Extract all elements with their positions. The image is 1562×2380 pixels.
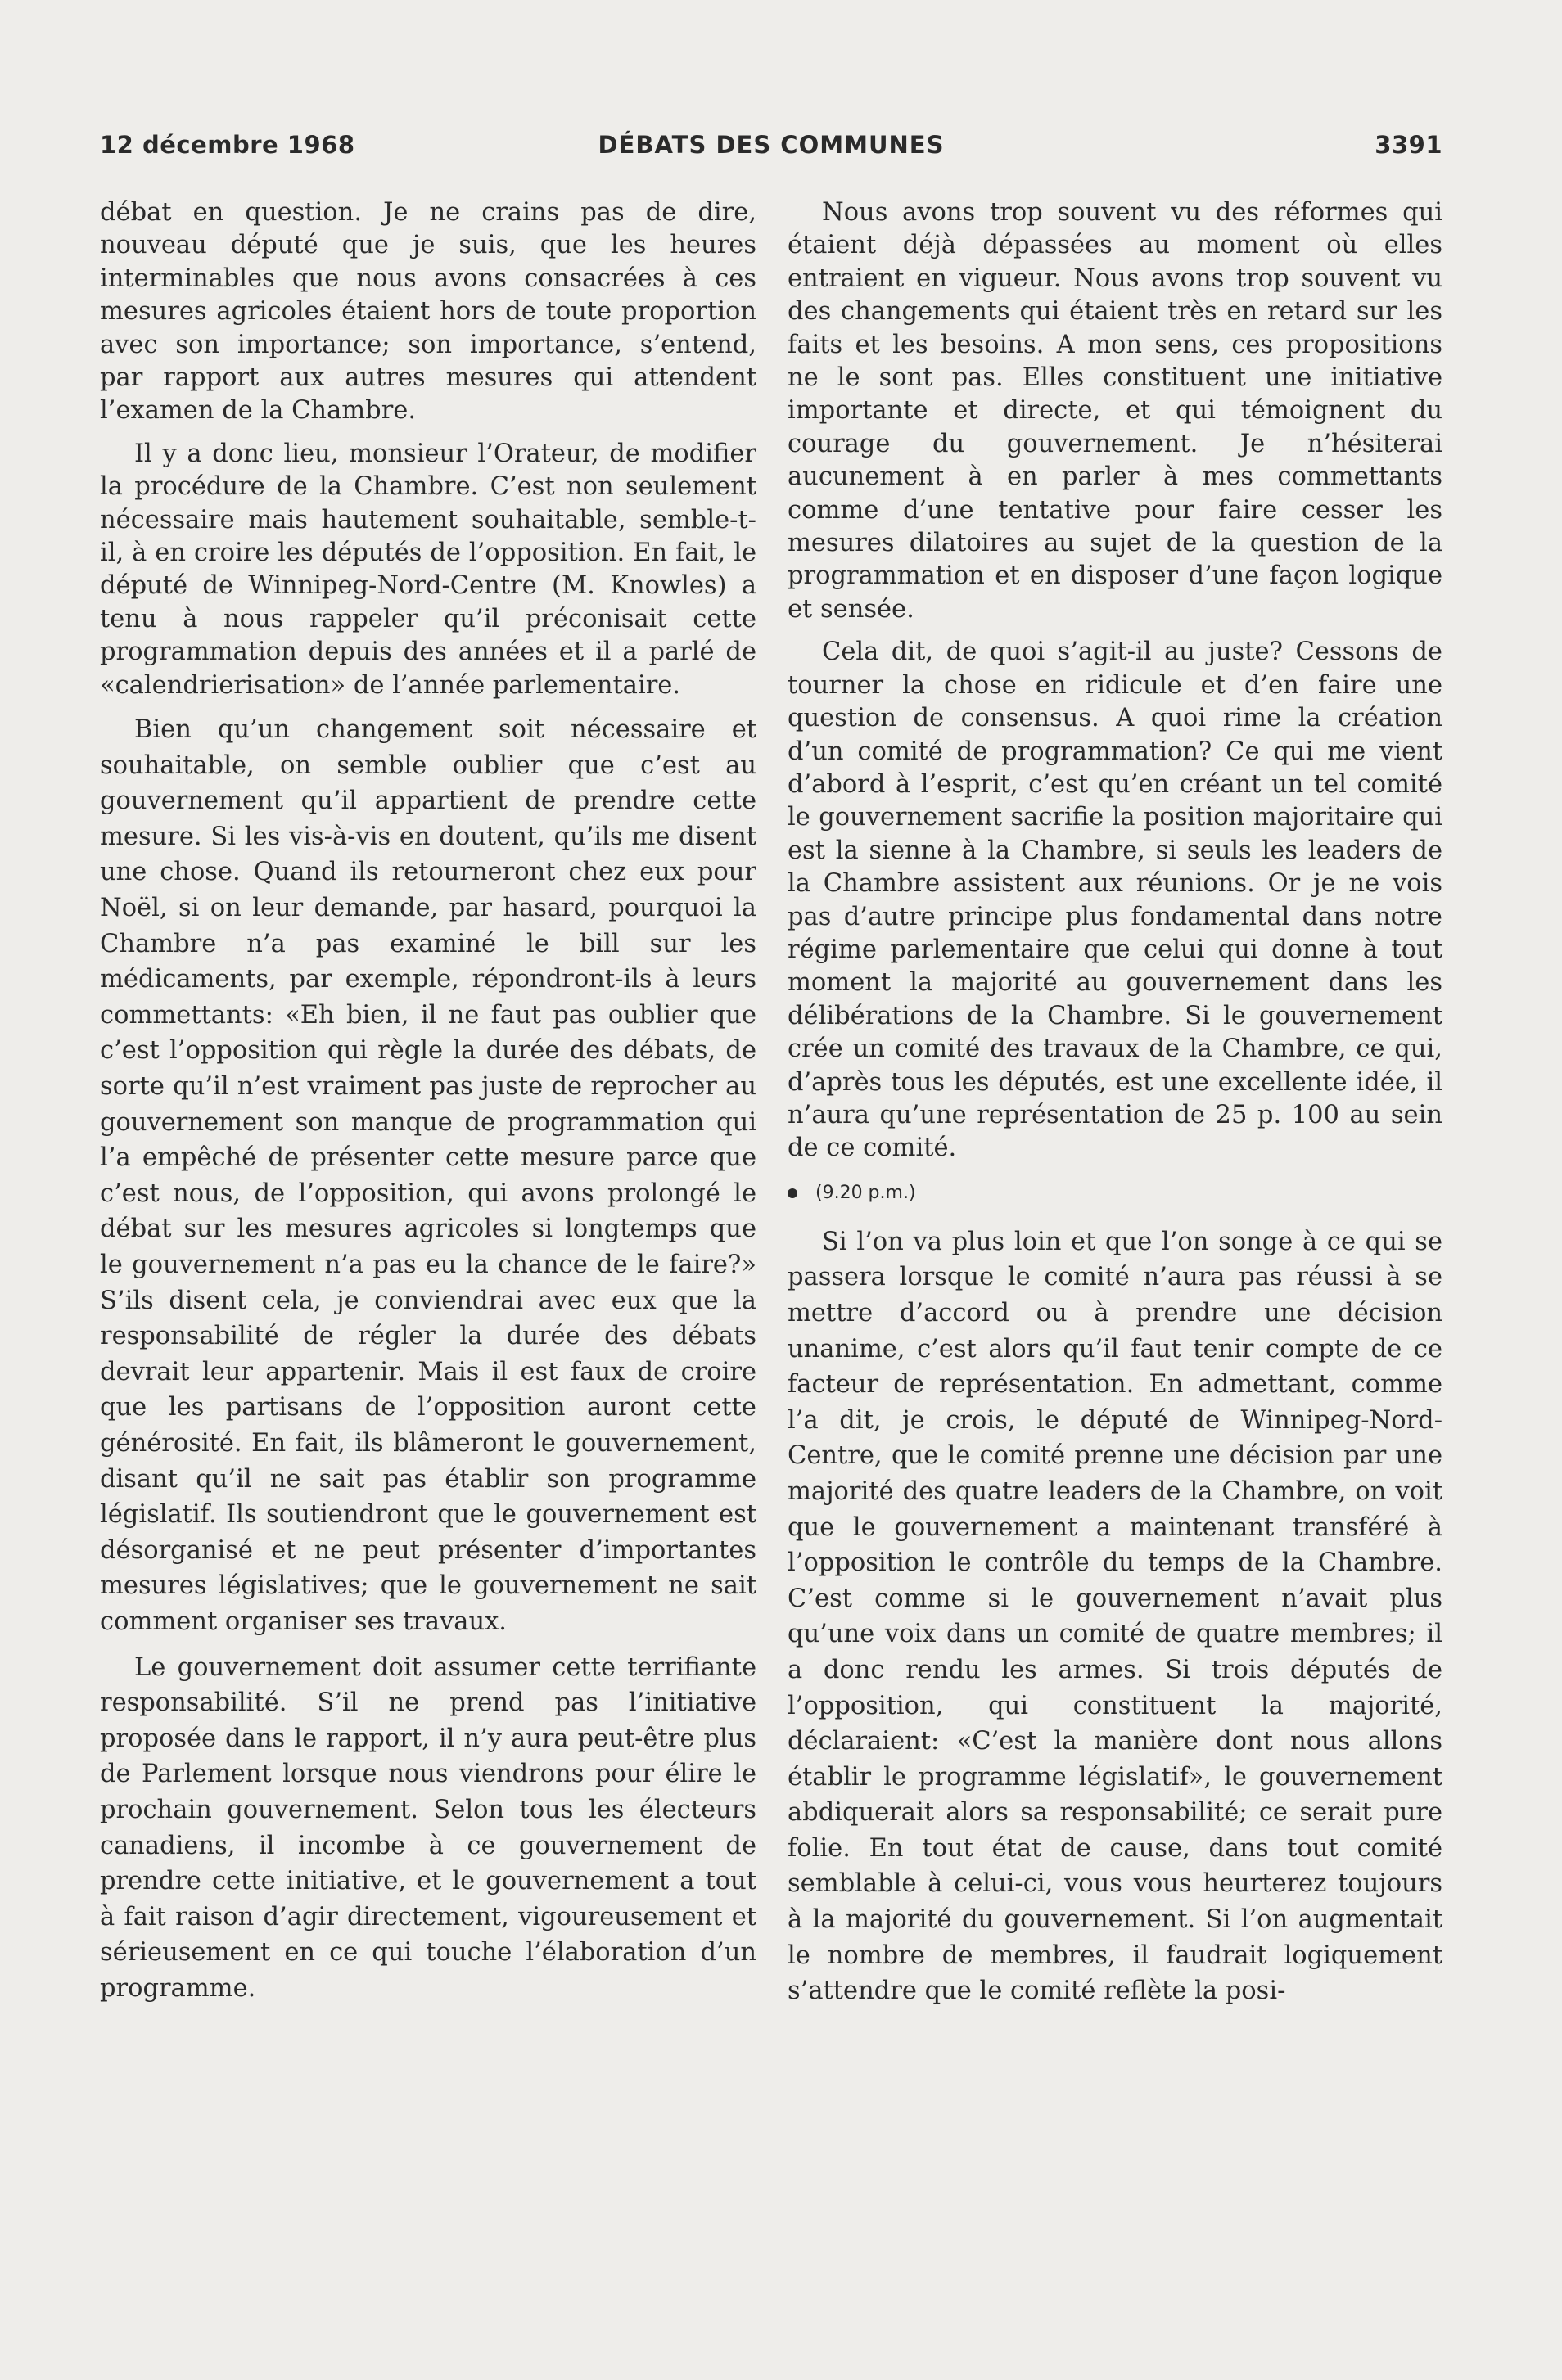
page-header bbox=[100, 131, 1442, 170]
right-paragraph-2: Cela dit, de quoi s’agit-il au juste? Cessons de tourner la chose en ridicule et d’en faire une question de consensus. A quoi rime la création d’un comité de programmation? Ce qui me vient d’abord à l’esprit, c’est qu’en créant un tel comité le gouvernement sacrifie la position majoritaire qui est la sienne à la Chambre, si seuls les leaders de la Chambre assistent aux réunions. Or je ne vois pas d’autre principe plus fondamental dans notre régime parlementaire que celui qui donne à tout moment la majorité au gouvernement dans les délibérations de la Chambre. Si le gouvernement crée un comité des travaux de la Chambre, ce qui, d’après tous les députés, est une excellente idée, il n’aura qu’une représentation de 25 p. 100 au sein de ce comité. bbox=[788, 638, 1442, 1163]
header-date: 12 décembre 1968 bbox=[100, 131, 355, 159]
timestamp-text: (9.20 p.m.) bbox=[815, 1182, 916, 1203]
left-paragraph-1: débat en question. Je ne crains pas de dire, nouveau député que je suis, que les heures interminables que nous avons consacrées à ces mesures agricoles étaient hors de toute proportion avec son importance; son importance, s’entend, par rapport aux autres mesures qui attendent l’examen de la Chambre. bbox=[100, 198, 756, 426]
header-page-number: 3391 bbox=[1375, 131, 1442, 159]
left-paragraph-4: Le gouvernement doit assumer cette terrifiante responsabilité. S’il ne prend pas l’initiative proposée dans le rapport, il n’y aura peut-être plus de Parlement lorsque nous viendrons pour élire le prochain gouvernement. Selon tous les électeurs canadiens, il incombe à ce gouvernement de prendre cette initiative, et le gouvernement a tout à fait raison d’agir directement, vigoureusement et sérieusement en ce qui touche l’élaboration d’un programme. bbox=[100, 1652, 756, 2003]
header-title: DÉBATS DES COMMUNES bbox=[598, 131, 945, 159]
bullet-icon bbox=[788, 1188, 797, 1198]
timestamp bbox=[788, 1180, 1442, 1206]
right-paragraph-1: Nous avons trop souvent vu des réformes qui étaient déjà dépassées au moment où elles entraient en vigueur. Nous avons trop souvent vu des changements qui étaient très en retard sur les faits et les besoins. A mon sens, ces propositions ne le sont pas. Elles constituent une initiative importante et directe, et qui témoignent du courage du gouvernement. Je n’hésiterai aucunement à en parler à mes commettants comme d’une tentative pour faire cesser les mesures dilatoires au sujet de la question de la programmation et en disposer d’une façon logique et sensée. bbox=[788, 198, 1442, 624]
left-paragraph-3: Bien qu’un changement soit nécessaire et souhaitable, on semble oublier que c’est au gouvernement qu’il appartient de prendre cette mesure. Si les vis-à-vis en doutent, qu’ils me disent une chose. Quand ils retourneront chez eux pour Noël, si on leur demande, par hasard, pourquoi la Chambre n’a pas examiné le bill sur les médicaments, par exemple, répondront-ils à leurs commettants: «Eh bien, il ne faut pas oublier que c’est l’opposition qui règle la durée des débats, de sorte qu’il n’est vraiment pas juste de reprocher au gouvernement son manque de programmation qui l’a empêché de présenter cette mesure parce que c’est nous, de l’opposition, qui avons prolongé le débat sur les mesures agricoles si longtemps que le gouvernement n’a pas eu la chance de le faire?» S’ils disent cela, je conviendrai avec eux que la responsabilité de régler la durée des débats devrait leur appartenir. Mais il est faux de croire que les partisans de l’opposition auront cette générosité. En fait, ils blâmeront le gouvernement, disant qu’il ne sait pas établir son programme législatif. Ils soutiendront que le gouvernement est désorganisé et ne peut présenter d’importantes mesures législatives; que le gouvernement ne sait comment organiser ses travaux. bbox=[100, 715, 756, 1636]
right-paragraph-3: Si l’on va plus loin et que l’on songe à ce qui se passera lorsque le comité n’aura pas réussi à se mettre d’accord ou à prendre une décision unanime, c’est alors qu’il faut tenir compte de ce facteur de représentation. En admettant, comme l’a dit, je crois, le député de Winnipeg-Nord-Centre, que le comité prenne une décision par une majorité des quatre leaders de la Chambre, on voit que le gouvernement a maintenant transféré à l’opposition le contrôle du temps de la Chambre. C’est comme si le gouvernement n’avait plus qu’une voix dans un comité de quatre membres; il a donc rendu les armes. Si trois députés de l’opposition, qui constituent la majorité, déclaraient: «C’est la manière dont nous allons établir le programme législatif», le gouvernement abdiquerait alors sa responsabilité; ce serait pure folie. En tout état de cause, dans tout comité semblable à celui-ci, vous vous heurterez toujours à la majorité du gouvernement. Si l’on augmentait le nombre de membres, il faudrait logiquement s’attendre que le comité reflète la posi- bbox=[788, 1227, 1442, 2006]
right-column bbox=[788, 196, 1442, 2009]
left-paragraph-2: Il y a donc lieu, monsieur l’Orateur, de modifier la procédure de la Chambre. C’est non seulement nécessaire mais hautement souhaitable, semble-t-il, à en croire les députés de l’opposition. En fait, le député de Winnipeg-Nord-Centre (M. Knowles) a tenu à nous rappeler qu’il préconisait cette programmation depuis des années et il a parlé de «calendrierisation» de l’année parlementaire. bbox=[100, 439, 756, 700]
left-column bbox=[100, 196, 756, 2006]
